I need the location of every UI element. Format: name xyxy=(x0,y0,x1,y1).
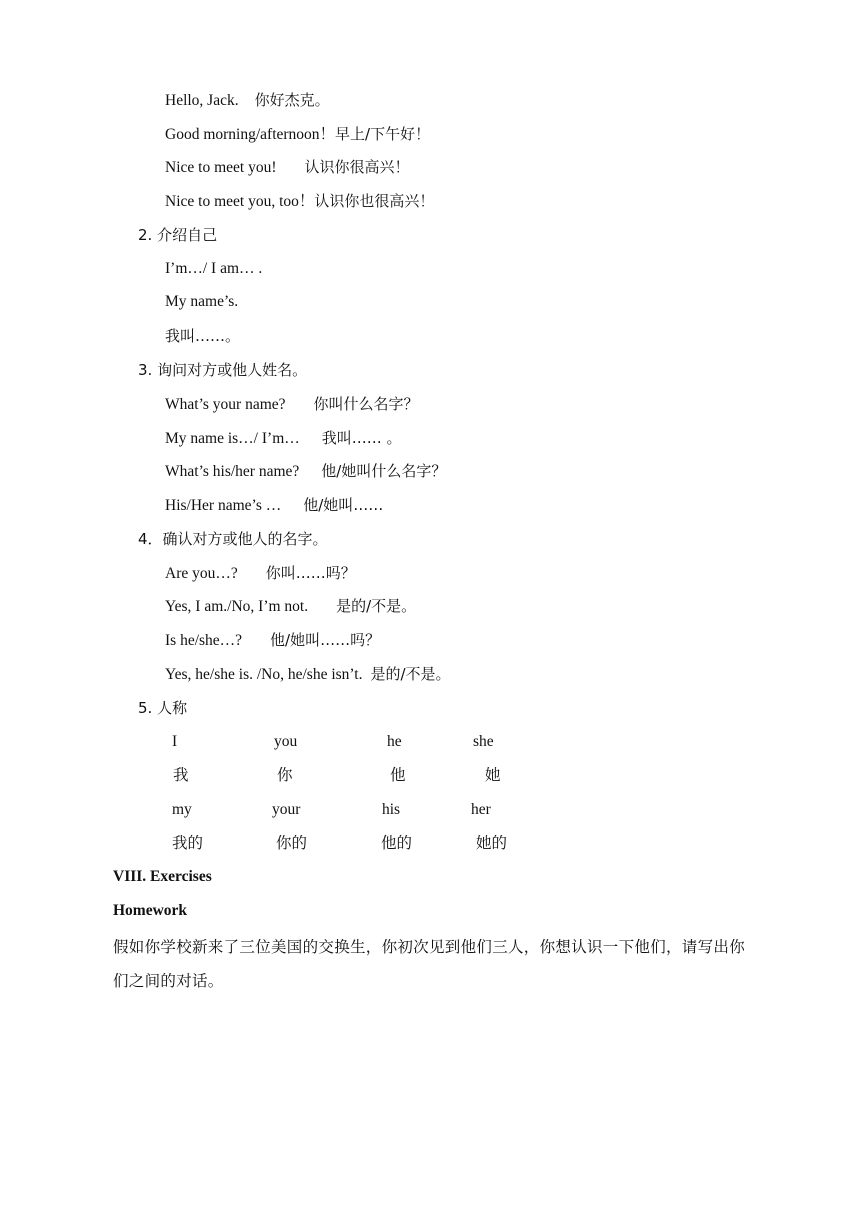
line-en: Are you…? xyxy=(165,565,238,582)
section-2-line-1: I’m…/ I am… . xyxy=(165,260,263,277)
section-4-line-1 xyxy=(165,563,356,584)
pronoun-cell: 他 xyxy=(390,766,406,784)
greeting-zh: 认识你很高兴！ xyxy=(304,158,410,176)
greeting-en: Nice to meet you! xyxy=(165,159,277,176)
pronoun-cell: 我的 xyxy=(172,834,204,852)
line-zh: 他/她叫什么名字？ xyxy=(321,462,447,480)
pronoun-cell: my xyxy=(172,801,192,818)
pronoun-cell: 我 xyxy=(173,766,189,784)
section-3-line-3 xyxy=(165,461,446,482)
pronoun-cell: he xyxy=(387,733,402,750)
pronoun-cell: her xyxy=(471,801,491,818)
exercises-heading: VIII. Exercises xyxy=(113,868,212,885)
greeting-en: Nice to meet you, too！ xyxy=(165,193,315,210)
greeting-zh: 早上/下午好！ xyxy=(335,125,431,143)
greeting-line-4 xyxy=(165,191,434,212)
section-4-line-4 xyxy=(165,664,451,685)
line-en: What’s his/her name? xyxy=(165,463,300,480)
section-2-heading: 2. 介绍自己 xyxy=(138,226,218,244)
greeting-zh: 认识你也很高兴！ xyxy=(314,192,435,210)
line-zh: 他/她叫……吗？ xyxy=(270,631,381,649)
greeting-line-1 xyxy=(165,90,330,111)
pronoun-cell: I xyxy=(172,733,178,750)
greeting-line-3 xyxy=(165,157,410,178)
line-zh: 是的/不是。 xyxy=(370,665,451,683)
line-zh: 是的/不是。 xyxy=(336,597,417,615)
section-4-heading: 4．确认对方或他人的名字。 xyxy=(138,530,328,548)
pronoun-cell: 他的 xyxy=(381,834,413,852)
greeting-en: Hello, Jack. xyxy=(165,92,239,109)
homework-heading: Homework xyxy=(113,902,188,919)
section-5-heading: 5. 人称 xyxy=(138,699,188,717)
greeting-en: Good morning/afternoon！ xyxy=(165,126,336,143)
pronoun-cell: she xyxy=(473,733,494,750)
section-3-line-4 xyxy=(165,495,383,516)
line-zh: 你叫……吗？ xyxy=(265,564,356,582)
section-3-line-1 xyxy=(165,394,419,415)
line-zh: 我叫…… 。 xyxy=(321,429,402,447)
pronoun-cell: you xyxy=(274,733,298,750)
pronoun-cell: 她 xyxy=(485,766,501,784)
line-en: His/Her name’s … xyxy=(165,497,282,514)
line-en: Yes, I am./No, I’m not. xyxy=(165,598,309,615)
line-en: My name is…/ I’m… xyxy=(165,430,300,447)
greeting-zh: 你好杰克。 xyxy=(254,91,330,109)
pronoun-cell: his xyxy=(382,801,401,818)
section-2-line-2: My name’s. xyxy=(165,293,239,310)
section-2-line-3: 我叫……。 xyxy=(165,327,241,345)
line-en: Yes, he/she is. /No, he/she isn’t. xyxy=(165,666,363,683)
line-zh: 他/她叫…… xyxy=(303,496,384,514)
greeting-line-2 xyxy=(165,124,430,145)
line-en: What’s your name? xyxy=(165,396,286,413)
section-3-line-2 xyxy=(165,428,402,449)
section-3-heading: 3. 询问对方或他人姓名。 xyxy=(138,361,308,379)
homework-text: 假如你学校新来了三位美国的交换生，你初次见到他们三人，你想认识一下他们，请写出你们之间的对话。 xyxy=(113,938,746,990)
pronoun-cell: your xyxy=(272,801,301,818)
section-4-line-3 xyxy=(165,630,380,651)
line-zh: 你叫什么名字？ xyxy=(313,395,419,413)
pronoun-cell: 你 xyxy=(277,766,293,784)
line-en: Is he/she…? xyxy=(165,632,243,649)
pronoun-cell: 她的 xyxy=(476,834,508,852)
section-4-line-2 xyxy=(165,596,416,617)
pronoun-cell: 你的 xyxy=(276,834,308,852)
